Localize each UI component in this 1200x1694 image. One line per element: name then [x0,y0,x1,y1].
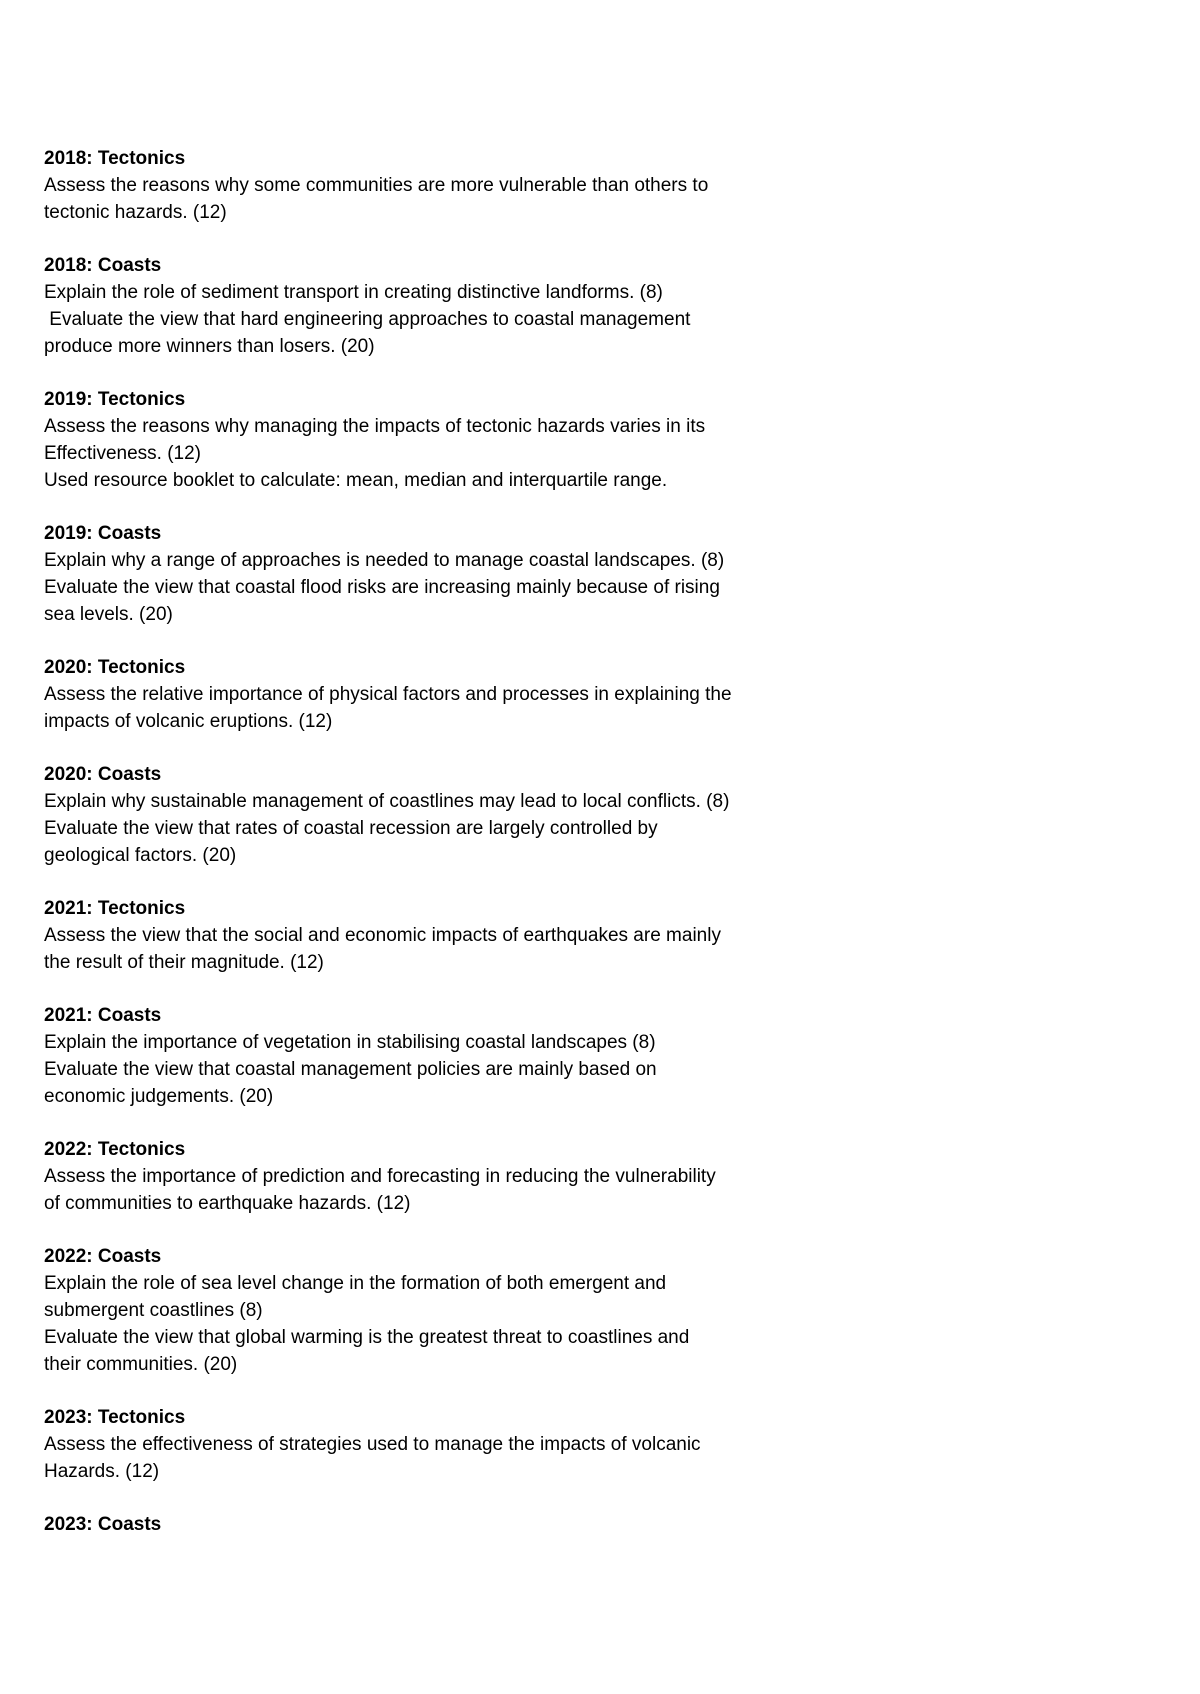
question-line: the result of their magnitude. (12) [44,952,324,973]
question-line: Assess the relative importance of physical factors and processes in explaining the [44,684,732,705]
section-title: 2022: Coasts [44,1246,162,1267]
question-line: Explain the role of sediment transport in creating distinctive landforms. (8) [44,282,663,303]
exam-section [44,1136,804,1217]
section-title: 2021: Coasts [44,1005,162,1026]
section-title: 2020: Coasts [44,764,162,785]
section-title: 2020: Tectonics [44,657,186,678]
question-line: Explain why sustainable management of coastlines may lead to local conflicts. (8) [44,791,730,812]
question-line: Effectiveness. (12) [44,443,202,464]
exam-section [44,1404,804,1485]
exam-section [44,145,804,226]
question-line: submergent coastlines (8) [44,1300,263,1321]
question-line: produce more winners than losers. (20) [44,336,375,357]
section-title: 2022: Tectonics [44,1139,186,1160]
question-line: Evaluate the view that coastal management policies are mainly based on [44,1059,657,1080]
question-line: Hazards. (12) [44,1461,160,1482]
question-line: Assess the reasons why some communities are more vulnerable than others to [44,175,709,196]
question-line: Explain why a range of approaches is needed to manage coastal landscapes. (8) [44,550,725,571]
question-line: Used resource booklet to calculate: mean, median and interquartile range. [44,470,668,491]
question-line: Evaluate the view that coastal flood risks are increasing mainly because of rising [44,577,720,598]
question-line: Evaluate the view that rates of coastal recession are largely controlled by [44,818,658,839]
section-title: 2023: Coasts [44,1514,162,1535]
question-line: Assess the reasons why managing the impacts of tectonic hazards varies in its [44,416,706,437]
exam-section [44,386,804,494]
question-line: Assess the view that the social and economic impacts of earthquakes are mainly [44,925,721,946]
question-line: impacts of volcanic eruptions. (12) [44,711,333,732]
exam-section [44,895,804,976]
question-line: of communities to earthquake hazards. (12) [44,1193,411,1214]
section-title: 2021: Tectonics [44,898,186,919]
question-line: Evaluate the view that global warming is the greatest threat to coastlines and [44,1327,690,1348]
question-line: tectonic hazards. (12) [44,202,227,223]
question-line: their communities. (20) [44,1354,238,1375]
question-line: economic judgements. (20) [44,1086,274,1107]
question-line: sea levels. (20) [44,604,173,625]
section-title: 2018: Tectonics [44,148,186,169]
document-body [44,145,804,1564]
section-title: 2019: Tectonics [44,389,186,410]
exam-section [44,761,804,869]
exam-section [44,1511,804,1538]
section-title: 2023: Tectonics [44,1407,186,1428]
exam-section [44,1243,804,1378]
question-line: geological factors. (20) [44,845,237,866]
exam-section [44,252,804,360]
question-line: Assess the effectiveness of strategies used to manage the impacts of volcanic [44,1434,701,1455]
exam-section [44,1002,804,1110]
section-title: 2018: Coasts [44,255,162,276]
section-title: 2019: Coasts [44,523,162,544]
question-line: Explain the importance of vegetation in stabilising coastal landscapes (8) [44,1032,656,1053]
question-line: Evaluate the view that hard engineering approaches to coastal management [44,309,691,330]
question-line: Explain the role of sea level change in the formation of both emergent and [44,1273,667,1294]
exam-section [44,520,804,628]
question-line: Assess the importance of prediction and forecasting in reducing the vulnerability [44,1166,716,1187]
exam-section [44,654,804,735]
